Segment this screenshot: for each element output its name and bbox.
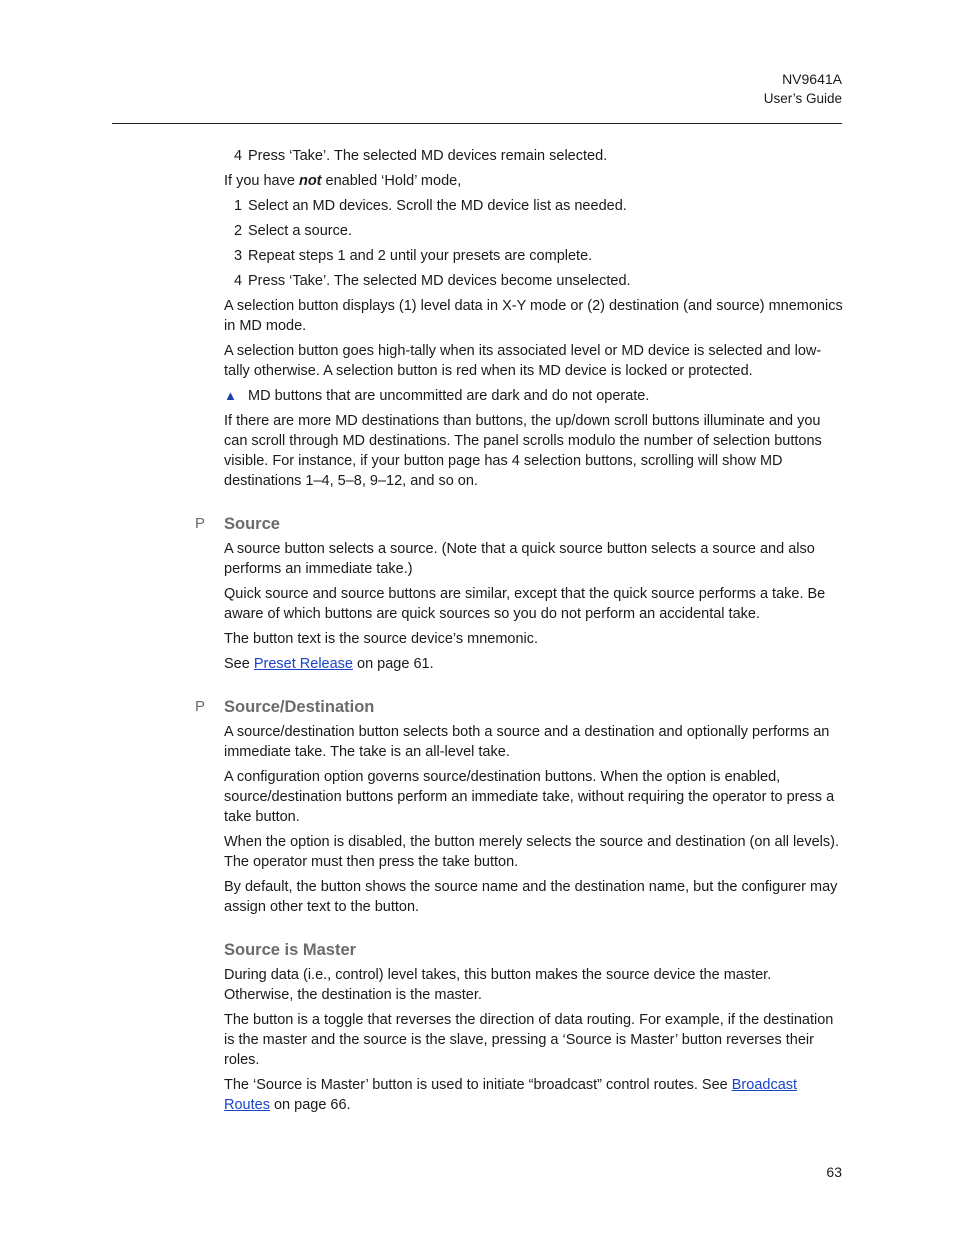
paragraph: A source button selects a source. (Note that a quick source button selects a source and also performs an immediate take.) — [224, 541, 815, 577]
section-marker: P — [195, 515, 206, 532]
step-item: 2 Select a source. — [234, 223, 352, 239]
paragraph: If there are more MD destinations than buttons, the up/down scroll buttons illuminate and you can scroll through MD destinations. The panel scrolls modulo the number of selection buttons visible. For instance, if your button page has 4 selection buttons, scrolling will show MD destinations 1–4, 5–8, 9–12, and so on. — [224, 413, 822, 489]
note: ▲ MD buttons that are uncommitted are dark and do not operate. — [224, 388, 650, 404]
step-item: 1 Select an MD devices. Scroll the MD device list as needed. — [234, 198, 627, 214]
page-body — [195, 146, 844, 1120]
paragraph: A configuration option governs source/destination buttons. When the option is enabled, source/destination buttons perform an immediate take, without requiring the operator to press a take button. — [224, 769, 835, 825]
paragraph: Quick source and source buttons are similar, except that the quick source performs a take. Be aware of which buttons are quick sources so you do not perform an accidental take. — [224, 586, 826, 622]
paragraph: When the option is disabled, the button merely selects the source and destination (on all levels). The operator must then press the take button. — [224, 834, 839, 870]
paragraph: The button text is the source device’s mnemonic. — [224, 631, 539, 647]
subsection-heading-source-is-master: Source is Master — [224, 941, 357, 959]
hold-intro: If you have not enabled ‘Hold’ mode, — [224, 173, 462, 189]
page-number: 63 — [826, 1164, 842, 1180]
section-heading-source-destination: P Source/Destination — [195, 698, 375, 716]
preset-release-link[interactable]: Preset Release — [253, 656, 353, 672]
see-reference: See Preset Release on page 61. — [224, 656, 434, 672]
paragraph: By default, the button shows the source name and the destination name, but the configurer may assign other text to the button. — [224, 879, 838, 915]
product-name: NV9641A — [782, 71, 842, 87]
paragraph: A selection button goes high-tally when its associated level or MD device is selected and low-tally otherwise. A selection button is red when its MD device is locked or protected. — [224, 343, 822, 379]
step-item: 3 Repeat steps 1 and 2 until your presets are complete. — [234, 248, 593, 264]
triangle-up-icon: ▲ — [224, 388, 237, 403]
paragraph: A selection button displays (1) level data in X-Y mode or (2) destination (and source) mnemonics in MD mode. — [224, 298, 843, 334]
step-item: 4 Press ‘Take’. The selected MD devices become unselected. — [234, 273, 631, 289]
paragraph: The button is a toggle that reverses the direction of data routing. For example, if the destination is the master and the source is the slave, pressing a ‘Source is Master’ button reverses their roles. — [224, 1012, 834, 1068]
section-marker: P — [195, 698, 206, 715]
paragraph: A source/destination button selects both a source and a destination and optionally performs an immediate take. The take is an all-level take. — [224, 724, 830, 760]
broadcast-routes-link[interactable]: Broadcast Routes — [224, 1077, 798, 1113]
step-item: 4 Press ‘Take’. The selected MD devices remain selected. — [234, 148, 608, 164]
see-reference: The ‘Source is Master’ button is used to initiate “broadcast” control routes. See Broadcast Routes on page 66. — [224, 1077, 798, 1113]
paragraph: During data (i.e., control) level takes, this button makes the source device the master. Otherwise, the destination is the master. — [224, 967, 772, 1003]
section-heading-source: P Source — [195, 515, 280, 533]
document-title: User’s Guide — [763, 91, 842, 106]
header-rule — [112, 123, 842, 124]
running-header — [764, 70, 842, 108]
emphasis-not: not — [298, 173, 322, 189]
